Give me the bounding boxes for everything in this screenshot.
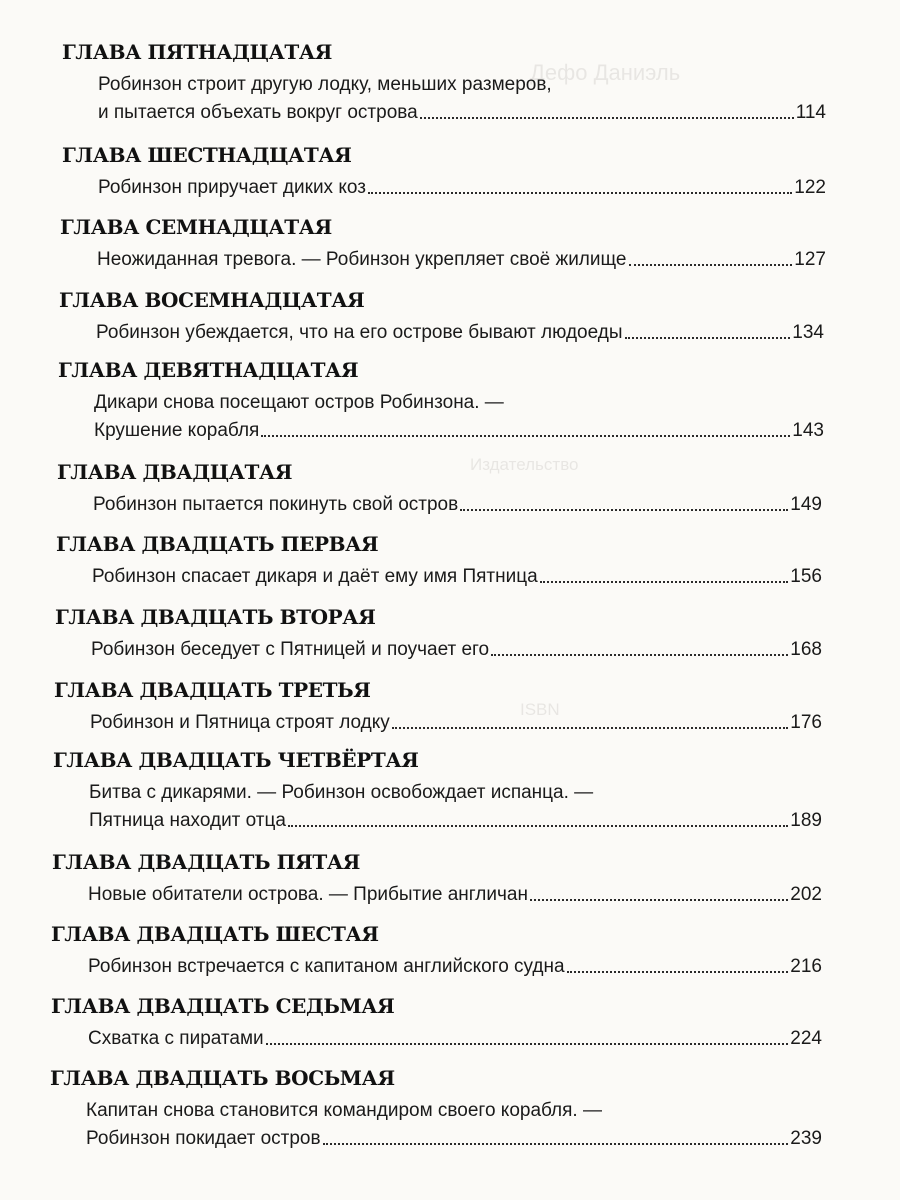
page-number: 127 (794, 249, 826, 270)
entry-text: Крушение корабля (94, 420, 260, 441)
entry-line (86, 1124, 822, 1150)
dot-leader (491, 654, 788, 656)
dot-leader (567, 971, 789, 973)
entry-text: Робинзон строит другую лодку, меньших размеров, (98, 74, 552, 95)
dot-leader (368, 192, 792, 194)
entry-line (93, 490, 822, 516)
chapter-title: ГЛАВА ВОСЕМНАДЦАТАЯ (59, 288, 365, 312)
entry-text: Дикари снова посещают остров Робинзона. — (94, 392, 504, 413)
dot-leader (629, 264, 793, 266)
page-number: 202 (790, 884, 822, 905)
chapter-title: ГЛАВА ПЯТНАДЦАТАЯ (62, 40, 332, 64)
chapter-title: ГЛАВА ДВАДЦАТЬ ТРЕТЬЯ (54, 678, 371, 702)
page-number: 224 (790, 1028, 822, 1049)
dot-leader (392, 727, 789, 729)
chapter-title: ГЛАВА ДВАДЦАТАЯ (57, 460, 293, 484)
entry-text: Робинзон спасает дикаря и даёт ему имя Пятница (92, 566, 538, 587)
page-number: 176 (790, 712, 822, 733)
page-number: 134 (792, 322, 824, 343)
entry-text: Робинзон покидает остров (86, 1128, 321, 1149)
entry-line (94, 388, 824, 414)
entry-line (88, 952, 822, 978)
entry-line (96, 318, 824, 344)
entry-line (94, 416, 824, 442)
dot-leader (288, 825, 788, 827)
entry-line (86, 1096, 822, 1122)
bleed-through-text: Издательство (470, 455, 579, 474)
entry-text: Новые обитатели острова. — Прибытие англичан (88, 884, 528, 905)
entry-text: Пятница находит отца (89, 810, 286, 831)
entry-line (97, 245, 826, 271)
chapter-title: ГЛАВА ДВАДЦАТЬ СЕДЬМАЯ (51, 994, 395, 1018)
entry-text: Робинзон и Пятница строят лодку (90, 712, 390, 733)
dot-leader (540, 581, 789, 583)
entry-line (98, 98, 826, 124)
bleed-through-text: Дефо Даниэль (530, 60, 681, 85)
entry-text: Капитан снова становится командиром своего корабля. — (86, 1100, 602, 1121)
dot-leader (323, 1143, 789, 1145)
entry-line (88, 1024, 822, 1050)
chapter-title: ГЛАВА ДЕВЯТНАДЦАТАЯ (58, 358, 359, 382)
page-number: 149 (790, 494, 822, 515)
chapter-title: ГЛАВА ДВАДЦАТЬ ПЕРВАЯ (56, 532, 379, 556)
chapter-title: ГЛАВА ШЕСТНАДЦАТАЯ (62, 143, 352, 167)
entry-text: Робинзон убеждается, что на его острове бывают людоеды (96, 322, 623, 343)
entry-line (90, 708, 822, 734)
chapter-title: ГЛАВА ДВАДЦАТЬ ПЯТАЯ (52, 850, 360, 874)
entry-line (89, 778, 822, 804)
dot-leader (420, 117, 794, 119)
entry-line (91, 635, 822, 661)
page-number: 189 (790, 810, 822, 831)
dot-leader (266, 1043, 789, 1045)
entry-line (98, 70, 826, 96)
entry-text: Схватка с пиратами (88, 1028, 264, 1049)
page-number: 216 (790, 956, 822, 977)
entry-text: Робинзон беседует с Пятницей и поучает его (91, 639, 490, 660)
page-number: 143 (792, 420, 824, 441)
page-number: 239 (790, 1128, 822, 1149)
dot-leader (261, 435, 790, 437)
entry-text: Робинзон приручает диких коз (98, 177, 366, 198)
entry-text: и пытается объехать вокруг острова (98, 102, 418, 123)
chapter-title: ГЛАВА ДВАДЦАТЬ ШЕСТАЯ (51, 922, 379, 946)
page-number: 168 (790, 639, 822, 660)
chapter-title: ГЛАВА ДВАДЦАТЬ ВОСЬМАЯ (50, 1066, 395, 1090)
page-number: 114 (795, 102, 826, 123)
entry-text: Робинзон пытается покинуть свой остров (93, 494, 459, 515)
chapter-title: ГЛАВА СЕМНАДЦАТАЯ (60, 215, 332, 239)
entry-line (88, 880, 822, 906)
entry-line (89, 806, 822, 832)
page-number: 156 (790, 566, 822, 587)
entry-text: Битва с дикарями. — Робинзон освобождает испанца. — (89, 782, 594, 803)
dot-leader (460, 509, 788, 511)
chapter-title: ГЛАВА ДВАДЦАТЬ ВТОРАЯ (55, 605, 376, 629)
dot-leader (530, 899, 788, 901)
bleed-through-text: ISBN (520, 700, 560, 719)
entry-text: Робинзон встречается с капитаном английского судна (88, 956, 565, 977)
entry-line (98, 173, 826, 199)
page-number: 122 (794, 177, 826, 198)
chapter-title: ГЛАВА ДВАДЦАТЬ ЧЕТВЁРТАЯ (53, 748, 419, 772)
entry-text: Неожиданная тревога. — Робинзон укрепляет своё жилище (97, 249, 627, 270)
entry-line (92, 562, 822, 588)
dot-leader (625, 337, 791, 339)
